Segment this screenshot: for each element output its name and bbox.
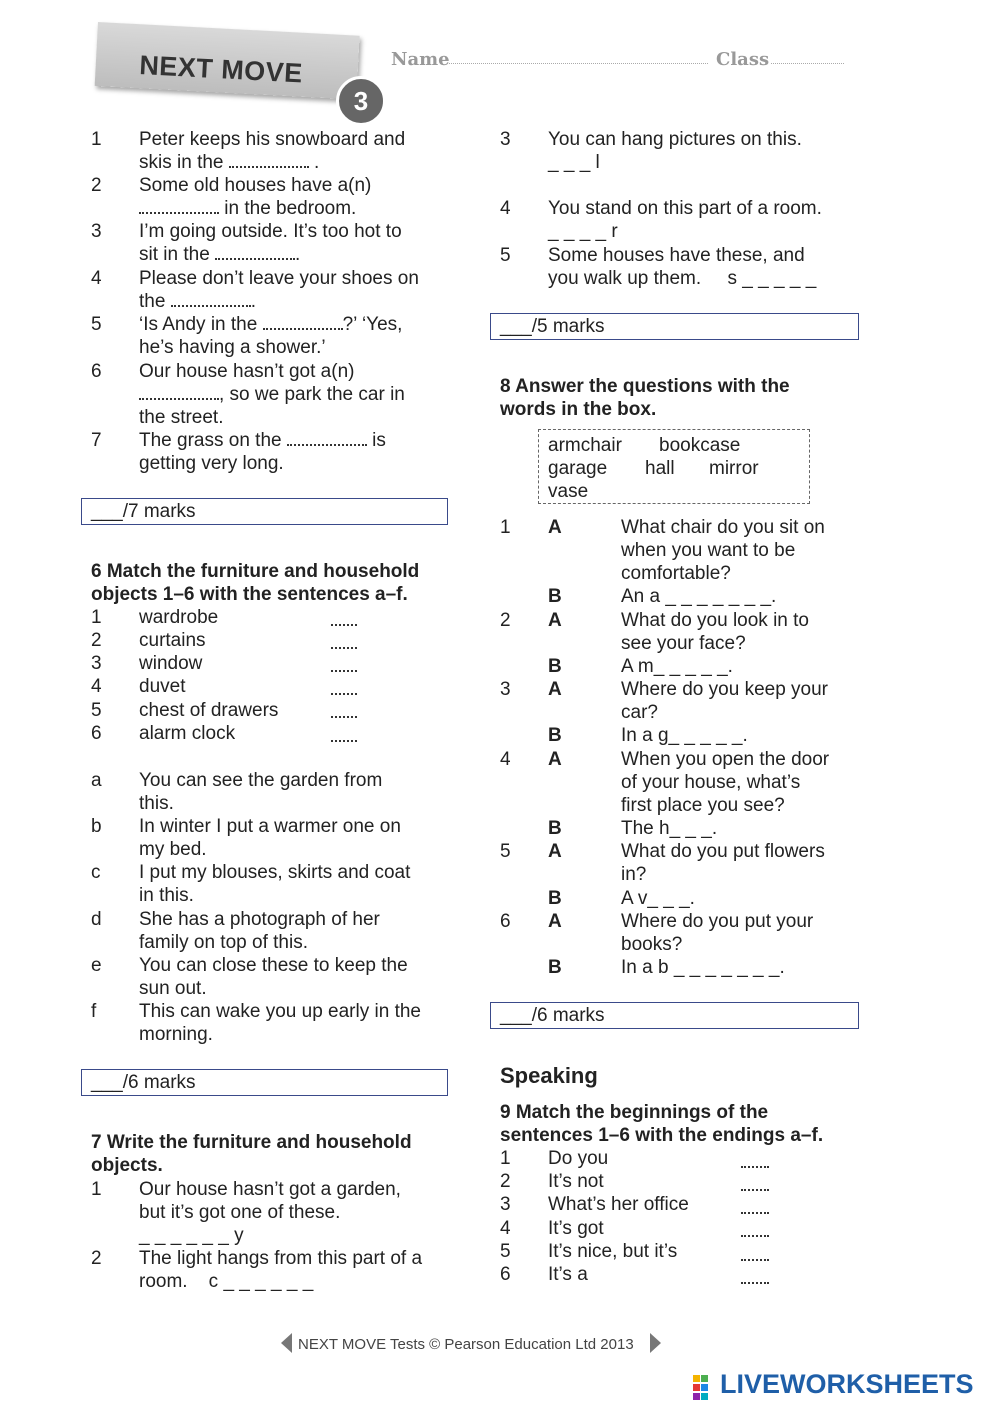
answer-blank[interactable] bbox=[287, 430, 367, 446]
logo-text: NEXT MOVE bbox=[138, 50, 304, 89]
object-label: chest of drawers bbox=[139, 700, 279, 721]
section-title: Speaking bbox=[500, 1063, 598, 1088]
question-text: when you want to be bbox=[621, 540, 796, 561]
item-number: 5 bbox=[500, 1241, 511, 1262]
item-number: 3 bbox=[91, 221, 102, 242]
question-text: books? bbox=[621, 934, 683, 955]
question-text: first place you see? bbox=[621, 795, 785, 816]
question-text: car? bbox=[621, 702, 658, 723]
speaker-b: B bbox=[548, 656, 562, 677]
speaker-a: A bbox=[548, 517, 562, 538]
item-number: 4 bbox=[500, 198, 511, 219]
marks-box: ___/7 marks bbox=[81, 498, 448, 525]
answer-blank[interactable] bbox=[229, 152, 309, 168]
sentence-beginning: It’s nice, but it’s bbox=[548, 1241, 678, 1262]
question-text: comfortable? bbox=[621, 563, 731, 584]
sentence-letter: f bbox=[91, 1001, 97, 1022]
speaker-b: B bbox=[548, 586, 562, 607]
item-text: room. c _ _ _ _ _ _ bbox=[139, 1271, 314, 1292]
item-text: Some old houses have a(n) bbox=[139, 175, 372, 196]
sentence-text: family on top of this. bbox=[139, 932, 308, 953]
item-number: 3 bbox=[91, 653, 102, 674]
item-number: 5 bbox=[91, 314, 102, 335]
liveworksheets-brand: LIVEWORKSHEETS bbox=[720, 1369, 974, 1399]
object-label: window bbox=[139, 653, 203, 674]
answer-blank[interactable]: A v_ _ _. bbox=[621, 888, 695, 909]
question-text: of your house, what’s bbox=[621, 772, 801, 793]
answer-blank[interactable]: In a b _ _ _ _ _ _ _. bbox=[621, 957, 785, 978]
answer-blank[interactable] bbox=[741, 1282, 769, 1284]
word-option: mirror bbox=[709, 458, 759, 479]
speaker-b: B bbox=[548, 818, 562, 839]
question-text: in? bbox=[621, 864, 647, 885]
sentence-letter: a bbox=[91, 770, 102, 791]
item-number: 3 bbox=[500, 1194, 511, 1215]
question-text: Where do you keep your bbox=[621, 679, 829, 700]
speaker-a: A bbox=[548, 679, 562, 700]
item-text: sit in the . bbox=[139, 244, 301, 265]
exercise-title: sentences 1–6 with the endings a–f. bbox=[500, 1125, 824, 1146]
sentence-text: this. bbox=[139, 793, 174, 814]
level-badge: 3 bbox=[336, 76, 386, 126]
item-text: but it’s got one of these. bbox=[139, 1202, 341, 1223]
sentence-text: This can wake you up early in the bbox=[139, 1001, 421, 1022]
arrow-right-icon bbox=[650, 1333, 661, 1353]
item-text: Our house hasn’t got a(n) bbox=[139, 361, 355, 382]
item-number: 6 bbox=[500, 1264, 511, 1285]
speaker-b: B bbox=[548, 888, 562, 909]
exercise-title: words in the box. bbox=[500, 399, 657, 420]
item-number: 6 bbox=[500, 911, 511, 932]
speaker-a: A bbox=[548, 911, 562, 932]
item-number: 4 bbox=[91, 268, 102, 289]
word-option: hall bbox=[645, 458, 675, 479]
item-number: 3 bbox=[500, 679, 511, 700]
item-number: 3 bbox=[500, 129, 511, 150]
item-text: You stand on this part of a room. bbox=[548, 198, 822, 219]
answer-blank[interactable]: An a _ _ _ _ _ _ _. bbox=[621, 586, 777, 607]
answer-blank[interactable] bbox=[741, 1259, 769, 1261]
question-text: see your face? bbox=[621, 633, 746, 654]
word-option: vase bbox=[548, 481, 589, 502]
exercise-title: 6 Match the furniture and household bbox=[91, 561, 420, 582]
sentence-letter: b bbox=[91, 816, 102, 837]
sentence-text: I put my blouses, skirts and coat bbox=[139, 862, 411, 883]
sentence-text: in this. bbox=[139, 885, 194, 906]
item-number: 1 bbox=[500, 1148, 511, 1169]
item-number: 2 bbox=[91, 175, 102, 196]
item-text: he’s having a shower.’ bbox=[139, 337, 326, 358]
answer-blank[interactable] bbox=[139, 198, 219, 214]
answer-blank[interactable] bbox=[741, 1212, 769, 1214]
item-number: 1 bbox=[500, 517, 511, 538]
exercise-title: 7 Write the furniture and household bbox=[91, 1132, 412, 1153]
item-number: 2 bbox=[91, 630, 102, 651]
word-option: bookcase bbox=[659, 435, 741, 456]
answer-blank[interactable] bbox=[331, 693, 357, 695]
marks-box: ___/6 marks bbox=[490, 1002, 859, 1029]
sentence-letter: e bbox=[91, 955, 102, 976]
answer-blank[interactable] bbox=[741, 1166, 769, 1168]
class-label: Class bbox=[716, 49, 770, 70]
item-number: 1 bbox=[91, 1179, 102, 1200]
speaker-a: A bbox=[548, 749, 562, 770]
name-field[interactable] bbox=[449, 63, 708, 64]
sentence-text: sun out. bbox=[139, 978, 207, 999]
item-text: Peter keeps his snowboard and bbox=[139, 129, 406, 150]
item-text: ‘Is Andy in the ?’ ‘Yes, bbox=[139, 314, 403, 335]
item-number: 4 bbox=[91, 676, 102, 697]
item-number: 2 bbox=[500, 1171, 511, 1192]
item-number: 4 bbox=[500, 1218, 511, 1239]
item-text: skis in the . bbox=[139, 152, 320, 173]
item-text: the . bbox=[139, 291, 256, 312]
item-number: 2 bbox=[91, 1248, 102, 1269]
sentence-text: You can see the garden from bbox=[139, 770, 383, 791]
speaker-b: B bbox=[548, 725, 562, 746]
item-text: Some houses have these, and bbox=[548, 245, 805, 266]
sentence-text: She has a photograph of her bbox=[139, 909, 380, 930]
sentence-text: my bed. bbox=[139, 839, 207, 860]
item-number: 5 bbox=[500, 245, 511, 266]
liveworksheets-logo-icon bbox=[693, 1375, 717, 1401]
question-text: What do you look in to bbox=[621, 610, 809, 631]
speaker-a: A bbox=[548, 610, 562, 631]
answer-blank[interactable]: _ _ _ _ r bbox=[548, 221, 618, 242]
item-text: , so we park the car in bbox=[139, 383, 405, 406]
answer-blank[interactable]: In a g_ _ _ _ _. bbox=[621, 725, 748, 746]
object-label: duvet bbox=[139, 676, 186, 697]
exercise-title: objects 1–6 with the sentences a–f. bbox=[91, 584, 408, 605]
answer-blank[interactable]: A m_ _ _ _ _. bbox=[621, 656, 733, 677]
sentence-beginning: It’s got bbox=[548, 1218, 604, 1239]
item-number: 1 bbox=[91, 607, 102, 628]
sentence-letter: c bbox=[91, 862, 101, 883]
answer-blank[interactable]: The h_ _ _. bbox=[621, 818, 718, 839]
item-number: 6 bbox=[91, 361, 102, 382]
answer-blank[interactable] bbox=[331, 670, 357, 672]
sentence-text: morning. bbox=[139, 1024, 213, 1045]
exercise-title: 9 Match the beginnings of the bbox=[500, 1102, 769, 1123]
speaker-b: B bbox=[548, 957, 562, 978]
exercise-title: 8 Answer the questions with the bbox=[500, 376, 790, 397]
sentence-text: In winter I put a warmer one on bbox=[139, 816, 401, 837]
exercise-title: objects. bbox=[91, 1155, 163, 1176]
answer-blank[interactable] bbox=[263, 314, 343, 330]
question-text: Where do you put your bbox=[621, 911, 814, 932]
item-text: the street. bbox=[139, 407, 224, 428]
speaker-a: A bbox=[548, 841, 562, 862]
item-number: 7 bbox=[91, 430, 102, 451]
item-number: 4 bbox=[500, 749, 511, 770]
object-label: wardrobe bbox=[139, 607, 219, 628]
answer-blank[interactable]: _ _ _ l bbox=[548, 152, 600, 173]
object-label: curtains bbox=[139, 630, 206, 651]
answer-blank[interactable] bbox=[331, 740, 357, 742]
question-text: What chair do you sit on bbox=[621, 517, 825, 538]
item-text: Our house hasn’t got a garden, bbox=[139, 1179, 401, 1200]
answer-blank[interactable] bbox=[331, 624, 357, 626]
item-text: I’m going outside. It’s too hot to bbox=[139, 221, 402, 242]
marks-box: ___/5 marks bbox=[490, 313, 859, 340]
sentence-beginning: Do you bbox=[548, 1148, 609, 1169]
word-option: garage bbox=[548, 458, 608, 479]
item-text: You can hang pictures on this. bbox=[548, 129, 802, 150]
item-number: 5 bbox=[91, 700, 102, 721]
class-field[interactable] bbox=[771, 63, 844, 64]
marks-box: ___/6 marks bbox=[81, 1069, 448, 1096]
item-text: The grass on the is bbox=[139, 430, 386, 451]
answer-blank[interactable] bbox=[139, 384, 219, 400]
arrow-left-icon bbox=[281, 1333, 292, 1353]
item-text: in the bedroom. bbox=[139, 197, 356, 220]
sentence-beginning: It’s a bbox=[548, 1264, 588, 1285]
item-text: Please don’t leave your shoes on bbox=[139, 268, 419, 289]
sentence-text: You can close these to keep the bbox=[139, 955, 408, 976]
question-text: When you open the door bbox=[621, 749, 830, 770]
item-text: you walk up them. s _ _ _ _ _ bbox=[548, 268, 817, 289]
item-number: 2 bbox=[500, 610, 511, 631]
item-number: 5 bbox=[500, 841, 511, 862]
copyright-text: NEXT MOVE Tests © Pearson Education Ltd 2013 bbox=[298, 1336, 634, 1353]
answer-blank[interactable] bbox=[741, 1189, 769, 1191]
sentence-beginning: What’s her office bbox=[548, 1194, 689, 1215]
name-label: Name bbox=[391, 49, 450, 70]
question-text: What do you put flowers bbox=[621, 841, 825, 862]
item-number: 6 bbox=[91, 723, 102, 744]
answer-blank[interactable] bbox=[741, 1235, 769, 1237]
answer-blank[interactable] bbox=[331, 716, 357, 718]
item-number: 1 bbox=[91, 129, 102, 150]
sentence-letter: d bbox=[91, 909, 102, 930]
item-text: getting very long. bbox=[139, 453, 284, 474]
sentence-beginning: It’s not bbox=[548, 1171, 604, 1192]
answer-blank[interactable]: _ _ _ _ _ _ y bbox=[139, 1225, 244, 1246]
word-option: armchair bbox=[548, 435, 622, 456]
answer-blank[interactable] bbox=[171, 291, 251, 307]
answer-blank[interactable] bbox=[215, 244, 295, 260]
object-label: alarm clock bbox=[139, 723, 236, 744]
answer-blank[interactable] bbox=[331, 647, 357, 649]
item-text: The light hangs from this part of a bbox=[139, 1248, 423, 1269]
